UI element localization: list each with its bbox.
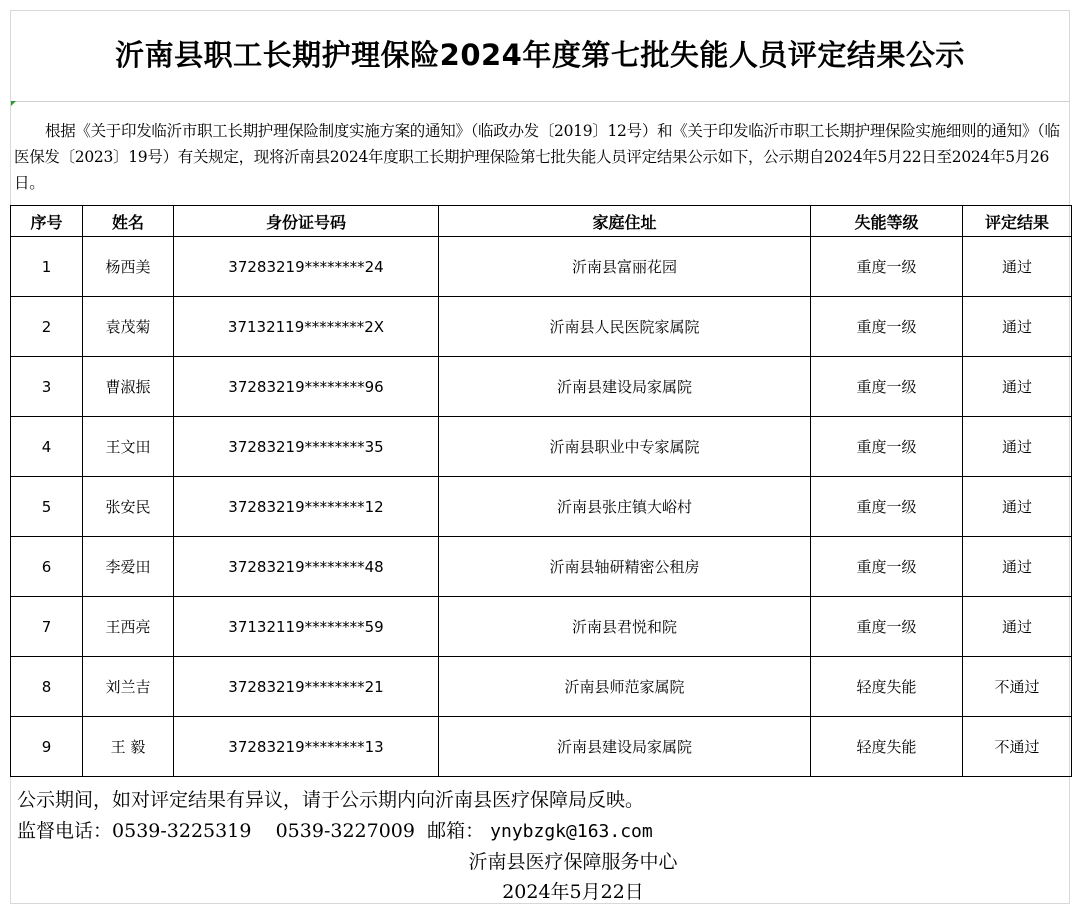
cell-id-number: 37283219********13 [174,717,439,777]
cell-index: 2 [11,297,83,357]
cell-disability-level: 重度一级 [811,477,963,537]
cell-address: 沂南县君悦和院 [439,597,811,657]
cell-id-number: 37283219********35 [174,417,439,477]
cell-name: 袁茂菊 [83,297,174,357]
cell-result: 通过 [963,417,1072,477]
table-row [11,357,1072,417]
table-row [11,657,1072,717]
cell-id-number: 37283219********48 [174,537,439,597]
cell-address: 沂南县人民医院家属院 [439,297,811,357]
cell-disability-level: 重度一级 [811,597,963,657]
cell-result: 通过 [963,297,1072,357]
cell-id-number: 37283219********21 [174,657,439,717]
cell-result: 不通过 [963,657,1072,717]
cell-id-number: 37283219********96 [174,357,439,417]
objection-notice: 公示期间，如对评定结果有异议，请于公示期内向沂南县医疗保障局反映。 [17,789,645,811]
title-box [10,10,1070,102]
header-index: 序号 [11,206,83,237]
table-header-row [11,206,1072,237]
cell-disability-level: 重度一级 [811,237,963,297]
page-title: 沂南县职工长期护理保险2024年度第七批失能人员评定结果公示 [115,38,965,72]
cell-address: 沂南县职业中专家属院 [439,417,811,477]
cell-id-number: 37283219********24 [174,237,439,297]
cell-name: 李爱田 [83,537,174,597]
cell-corner-marker [11,101,16,106]
cell-disability-level: 轻度失能 [811,657,963,717]
header-result: 评定结果 [963,206,1072,237]
table-row [11,297,1072,357]
cell-id-number: 37132119********2X [174,297,439,357]
cell-name: 王文田 [83,417,174,477]
cell-index: 8 [11,657,83,717]
intro-paragraph: 根据《关于印发临沂市职工长期护理保险制度实施方案的通知》（临政办发〔2019〕12号）和《关于印发临沂市职工长期护理保险实施细则的通知》（临医保发〔2023〕19号）有关规定，现将沂南县2024年度职工长期护理保险第七批失能人员评定结果公示如下，公示期自2024年5月22日至2024年5月26日。 [14,122,1060,192]
cell-address: 沂南县师范家属院 [439,657,811,717]
cell-name: 刘兰吉 [83,657,174,717]
cell-index: 9 [11,717,83,777]
phone-number-1: 0539-3225319 [112,820,252,842]
cell-index: 4 [11,417,83,477]
table-row [11,237,1072,297]
contact-line [17,816,1067,843]
table-row [11,537,1072,597]
cell-index: 1 [11,237,83,297]
cell-result: 通过 [963,477,1072,537]
cell-result: 通过 [963,597,1072,657]
table-row [11,597,1072,657]
cell-name: 曹淑振 [83,357,174,417]
table-row [11,477,1072,537]
cell-name: 王西亮 [83,597,174,657]
cell-result: 通过 [963,537,1072,597]
cell-disability-level: 轻度失能 [811,717,963,777]
phone-number-2: 0539-3227009 [275,820,415,842]
cell-id-number: 37132119********59 [174,597,439,657]
cell-disability-level: 重度一级 [811,537,963,597]
cell-index: 3 [11,357,83,417]
table-row [11,417,1072,477]
email-label: 邮箱： [427,820,485,842]
header-address: 家庭住址 [439,206,811,237]
cell-name: 王 毅 [83,717,174,777]
phone-label: 监督电话： [17,820,113,842]
cell-address: 沂南县张庄镇大峪村 [439,477,811,537]
results-table [10,205,1072,777]
header-disability-level: 失能等级 [811,206,963,237]
cell-disability-level: 重度一级 [811,297,963,357]
header-id-number: 身份证号码 [174,206,439,237]
cell-disability-level: 重度一级 [811,417,963,477]
cell-name: 杨西美 [83,237,174,297]
cell-index: 5 [11,477,83,537]
cell-index: 7 [11,597,83,657]
cell-address: 沂南县建设局家属院 [439,717,811,777]
cell-name: 张安民 [83,477,174,537]
cell-id-number: 37283219********12 [174,477,439,537]
cell-result: 不通过 [963,717,1072,777]
cell-index: 6 [11,537,83,597]
cell-result: 通过 [963,237,1072,297]
cell-address: 沂南县轴研精密公租房 [439,537,811,597]
cell-address: 沂南县建设局家属院 [439,357,811,417]
issue-date: 2024年5月22日 [502,881,644,903]
email-address: ynybzgk@163.com [490,821,653,842]
cell-disability-level: 重度一级 [811,357,963,417]
cell-address: 沂南县富丽花园 [439,237,811,297]
issuing-organization: 沂南县医疗保障服务中心 [468,851,678,873]
cell-result: 通过 [963,357,1072,417]
table-row [11,717,1072,777]
header-name: 姓名 [83,206,174,237]
